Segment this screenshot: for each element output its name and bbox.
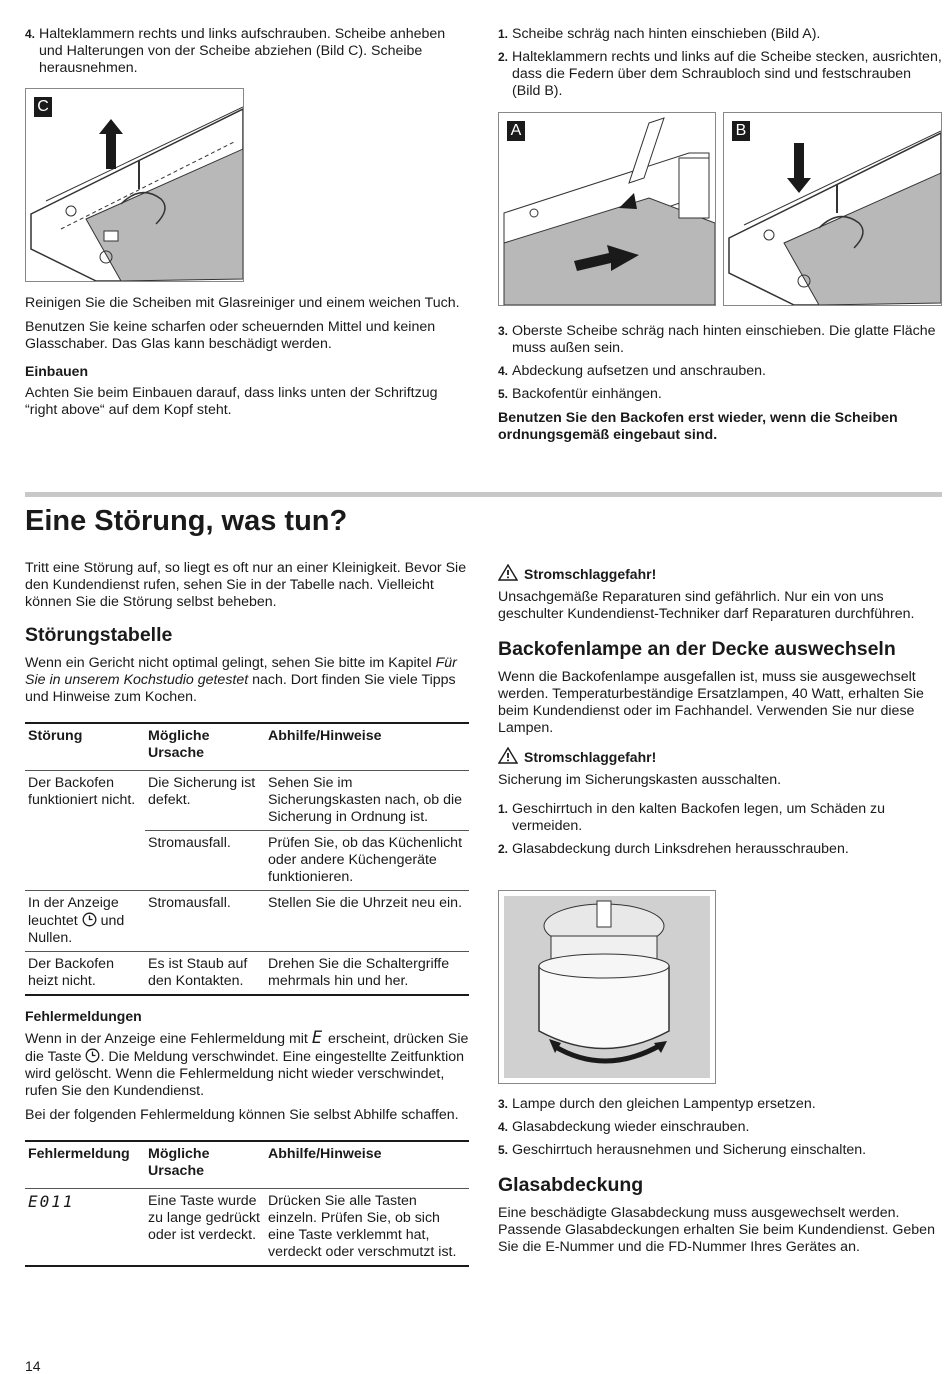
- table-cell: Drehen Sie die Schaltergriffe mehrmals hin und her.: [265, 952, 469, 996]
- table-cell: Der Backofen heizt nicht.: [25, 952, 145, 996]
- error-symbol: E: [311, 1028, 325, 1048]
- text-span: und Nullen.: [28, 913, 125, 946]
- right-column: [498, 564, 943, 865]
- warning-triangle-icon: [498, 747, 518, 768]
- warning-label: Stromschlaggefahr!: [524, 749, 657, 765]
- column-header: Abhilfe/Hinweise: [265, 723, 469, 771]
- stoerungstabelle: [25, 722, 469, 996]
- warning-heading: [498, 564, 943, 585]
- column-header: Fehlermeldung: [25, 1141, 145, 1189]
- table-cell: [25, 891, 145, 952]
- step-list: [25, 26, 470, 77]
- step-number: 1.: [498, 802, 509, 816]
- top-left-column: [25, 26, 470, 84]
- text-span: . Die Meldung verschwindet. Eine eingestellte Zeitfunktion wird gelöscht. Wenn die Fehlermeldung nicht wieder verschwindet, rufen Sie den Kundendienst.: [25, 1049, 465, 1099]
- step-text: Halteklammern rechts und links auf die Scheibe stecken, ausrichten, dass die Federn über dem Schraubloch sind und festschrauben (Bild B).: [512, 49, 942, 99]
- table-cell: Prüfen Sie, ob das Küchenlicht oder andere Küchengeräte funktionieren.: [265, 831, 469, 891]
- step-number: 4.: [498, 1120, 509, 1134]
- fehler-paragraph: [25, 1030, 470, 1100]
- step-list: [498, 801, 943, 858]
- table-header-row: [25, 723, 469, 771]
- reinstall-steps-block: [498, 323, 943, 451]
- figure-label: B: [732, 121, 750, 141]
- figure-label: A: [507, 121, 525, 141]
- clamp-mount-illustration: [724, 113, 941, 305]
- table-row: [25, 952, 469, 996]
- warning-label: Stromschlaggefahr!: [524, 566, 657, 582]
- list-item: [498, 1119, 943, 1136]
- warning-heading: [498, 747, 943, 768]
- figure-label: C: [34, 97, 52, 117]
- lamp-heading: Backofenlampe an der Decke auswechseln: [498, 638, 896, 660]
- stoerungstabelle-heading: Störungstabelle: [25, 624, 173, 646]
- paragraph: Wenn die Backofenlampe ausgefallen ist, muss sie ausgewechselt werden. Temperaturbeständige Ersatzlampen, 40 Watt, erhalten Sie beim Kundendienst oder im Fachhandel. Verwenden Sie nur diese Lampen.: [498, 669, 924, 736]
- step-text: Oberste Scheibe schräg nach hinten einschieben. Die glatte Fläche muss außen sein.: [512, 323, 936, 356]
- step-text: Backofentür einhängen.: [512, 386, 662, 402]
- einbauen-heading: Einbauen: [25, 363, 89, 379]
- clock-icon: [85, 1049, 100, 1065]
- step-number: 2.: [498, 50, 509, 64]
- column-header: Störung: [25, 723, 145, 771]
- clamp-removal-illustration: [26, 89, 243, 281]
- text-span: In der Anzeige leuchtet: [28, 895, 119, 929]
- figure-c: [25, 88, 244, 282]
- paragraph: Eine beschädigte Glasabdeckung muss ausgewechselt werden. Passende Glasabdeckungen erhalten Sie beim Kundendienst. Geben Sie die E-Nummer und die FD-Nummer Ihres Gerätes an.: [498, 1205, 935, 1255]
- list-item: [498, 49, 943, 100]
- list-item: [498, 841, 943, 858]
- lamp-steps-block: [498, 1096, 943, 1263]
- step-number: 4.: [25, 27, 36, 41]
- step-number: 3.: [498, 324, 509, 338]
- step-list: [498, 1096, 943, 1159]
- top-right-column: [498, 26, 943, 107]
- table-row: [25, 771, 469, 831]
- chapter-reference: Für Sie in unserem Kochstudio getestet: [25, 655, 457, 688]
- step-list: [498, 26, 943, 100]
- page-number: 14: [25, 1358, 41, 1374]
- paragraph: Benutzen Sie keine scharfen oder scheuernden Mittel und keinen Glasschaber. Das Glas kann beschädigt werden.: [25, 319, 436, 352]
- step-number: 5.: [498, 387, 509, 401]
- step-text: Geschirrtuch in den kalten Backofen legen, um Schäden zu vermeiden.: [512, 801, 886, 834]
- table-cell: Drücken Sie alle Tasten einzeln. Prüfen Sie, ob sich eine Taste verklemmt hat, verdeckt oder verschmutzt ist.: [265, 1189, 469, 1267]
- table-cell: [25, 1189, 145, 1267]
- list-item: [498, 1142, 943, 1159]
- step-text: Abdeckung aufsetzen und anschrauben.: [512, 363, 766, 379]
- list-item: [498, 323, 943, 357]
- figure-a: [498, 112, 716, 306]
- table-cell: Stromausfall.: [145, 891, 265, 952]
- step-number: 1.: [498, 27, 509, 41]
- step-text: Scheibe schräg nach hinten einschieben (Bild A).: [512, 26, 821, 42]
- step-number: 4.: [498, 364, 509, 378]
- table-row: [25, 891, 469, 952]
- step-text: Geschirrtuch herausnehmen und Sicherung einschalten.: [512, 1142, 867, 1158]
- section-title: Eine Störung, was tun?: [25, 505, 348, 537]
- lamp-figure: [498, 890, 716, 1084]
- table-row: [25, 1189, 469, 1267]
- text-span: nach. Dort finden Sie viele Tipps und Hinweise zum Kochen.: [25, 672, 456, 705]
- column-header: Mögliche Ursache: [145, 723, 265, 771]
- list-item: [498, 1096, 943, 1113]
- section-rule: [25, 492, 942, 497]
- list-item: [498, 26, 943, 43]
- intro-paragraph: Tritt eine Störung auf, so liegt es oft nur an einer Kleinigkeit. Bevor Sie den Kundendienst rufen, sehen Sie in der Tabelle nach. Vielleicht können Sie die Störung selbst beheben.: [25, 560, 467, 610]
- step-number: 5.: [498, 1143, 509, 1157]
- clock-icon: [82, 913, 97, 929]
- text-span: erscheint, drücken Sie die Taste: [25, 1031, 469, 1065]
- column-header: Abhilfe/Hinweise: [265, 1141, 469, 1189]
- list-item: [498, 363, 943, 380]
- cleaning-text-block: [25, 295, 470, 426]
- figure-b: [723, 112, 942, 306]
- paragraph: Reinigen Sie die Scheiben mit Glasreiniger und einem weichen Tuch.: [25, 295, 460, 311]
- paragraph: Achten Sie beim Einbauen darauf, dass links unten der Schriftzug “right above“ auf dem Kopf steht.: [25, 385, 438, 418]
- table-cell: Eine Taste wurde zu lange gedrückt oder ist verdeckt.: [145, 1189, 265, 1267]
- list-item: [25, 26, 470, 77]
- step-text: Lampe durch den gleichen Lampentyp ersetzen.: [512, 1096, 816, 1112]
- table-cell: Sehen Sie im Sicherungskasten nach, ob die Sicherung in Ordnung ist.: [268, 775, 463, 825]
- list-item: [498, 386, 943, 403]
- left-column: [25, 560, 470, 1267]
- list-item: [498, 801, 943, 835]
- step-text: Glasabdeckung durch Linksdrehen herausschrauben.: [512, 841, 849, 857]
- table-cell: Stellen Sie die Uhrzeit neu ein.: [265, 891, 469, 952]
- lamp-cover-illustration: [499, 891, 715, 1083]
- table-intro-paragraph: [25, 655, 470, 706]
- table-cell: Es ist Staub auf den Kontakten.: [145, 952, 265, 996]
- step-list: [498, 323, 943, 403]
- paragraph: Bei der folgenden Fehlermeldung können Sie selbst Abhilfe schaffen.: [25, 1107, 459, 1123]
- pane-insert-illustration: [499, 113, 715, 305]
- table-cell: Die Sicherung ist defekt.: [148, 775, 256, 808]
- paragraph: Unsachgemäße Reparaturen sind gefährlich. Nur ein von uns geschulter Kundendienst-Techniker darf Reparaturen durchführen.: [498, 589, 915, 622]
- text-span: Wenn in der Anzeige eine Fehlermeldung mit: [25, 1031, 312, 1047]
- table-cell: Der Backofen funktioniert nicht.: [28, 775, 136, 808]
- bold-note: Benutzen Sie den Backofen erst wieder, wenn die Scheiben ordnungsgemäß eingebaut sind.: [498, 410, 898, 443]
- step-number: 3.: [498, 1097, 509, 1111]
- glasabdeckung-heading: Glasabdeckung: [498, 1174, 644, 1196]
- paragraph: Sicherung im Sicherungskasten ausschalten.: [498, 772, 782, 788]
- warning-triangle-icon: [498, 564, 518, 585]
- table-header-row: [25, 1141, 469, 1189]
- text-span: Wenn ein Gericht nicht optimal gelingt, sehen Sie bitte im Kapitel: [25, 655, 436, 671]
- fehlermeldung-table: [25, 1140, 469, 1267]
- step-number: 2.: [498, 842, 509, 856]
- fehlermeldungen-heading: Fehlermeldungen: [25, 1008, 142, 1024]
- column-header: Mögliche Ursache: [145, 1141, 265, 1189]
- step-text: Glasabdeckung wieder einschrauben.: [512, 1119, 750, 1135]
- error-code: E011: [28, 1192, 75, 1211]
- table-cell: Stromausfall.: [145, 831, 265, 891]
- step-text: Halteklammern rechts und links aufschrauben. Scheibe anheben und Halterungen von der Scheibe abziehen (Bild C). Scheibe herausnehmen.: [39, 26, 446, 76]
